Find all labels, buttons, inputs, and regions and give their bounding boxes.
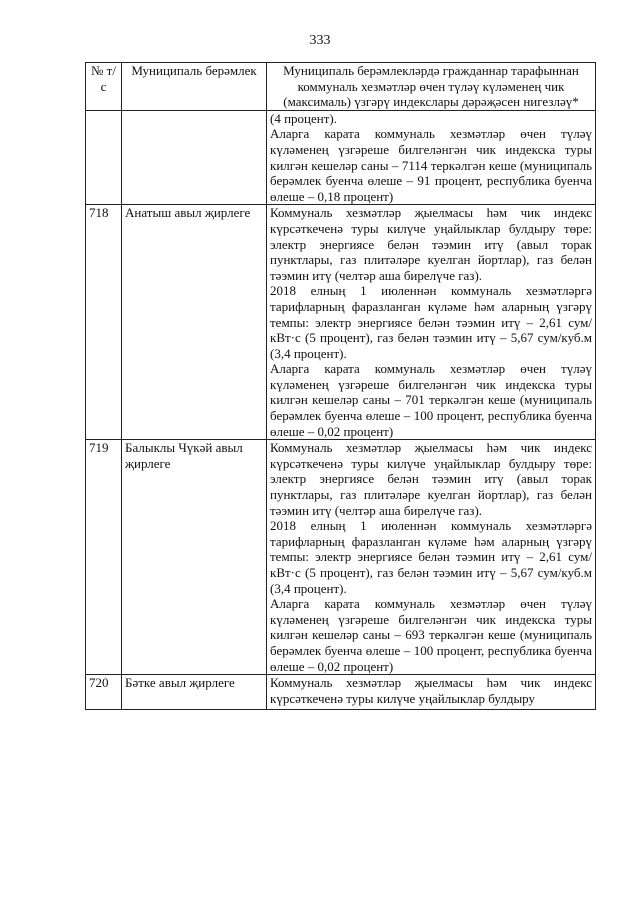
description-paragraph: 2018 елның 1 июленнән коммуналь хезмәтләргә тарифларның фаразланган күләме һәм аларның үзгәрү темпы: электр энергиясе белән тәэмин итү – 2,61 сум/кВт·с (5 процент), газ белән тәэмин итү – 5,67 сум/куб.м (3,4 процент). [270,283,592,361]
table-row [86,440,596,675]
table-row [86,675,596,710]
header-description: Муниципаль берәмлекләрдә гражданнар тарафыннан коммуналь хезмәтләр өчен түләү күләменең чик (максималь) үзгәрү индекслары дәрәҗәсен нигезләү* [267,63,596,111]
municipal-index-table [85,62,596,710]
cell-municipality [122,110,267,205]
truncated-description [270,675,592,706]
description-paragraph: 2018 елның 1 июленнән коммуналь хезмәтләргә тарифларның фаразланган күләме һәм аларның үзгәрү темпы: электр энергиясе белән тәэмин итү – 2,61 сум/кВт·с (5 процент), газ белән тәэмин итү – 5,67 сум/куб.м (3,4 процент). [270,518,592,596]
cell-municipality: Анатыш авыл җирлеге [122,205,267,440]
description-paragraph: Коммуналь хезмәтләр җыелмасы һәм чик индекс күрсәткеченә туры килүче уңайлыклар булдыру төре: электр энергиясе белән тәэмин итү (авыл торак пунктлары, газ плитәләре куелган йортлар), газ белән тәэмин итү (челтәр аша бирелүче газ). [270,205,592,283]
cell-description [267,440,596,675]
table-row [86,205,596,440]
cell-description [267,205,596,440]
table-header-row [86,63,596,111]
header-municipality: Муниципаль берәмлек [122,63,267,111]
description-paragraph: Коммуналь хезмәтләр җыелмасы һәм чик индекс күрсәткеченә туры килүче уңайлыклар булдыру төре: электр энергиясе белән тәэмин итү (авыл торак пунктлары, газ плитәләре куелган йортлар), газ белән тәэмин итү (челтәр аша бирелүче газ). [270,440,592,518]
table-row-continuation [86,110,596,205]
cell-municipality: Бәтке авыл җирлеге [122,675,267,710]
cell-num: 720 [86,675,122,710]
cell-description [267,675,596,710]
cell-num: 719 [86,440,122,675]
description-paragraph: Аларга карата коммуналь хезмәтләр өчен түләү күләменең үзгәреше билгеләнгән чик индекска туры килгән кешеләр саны – 693 теркәлгән кеше (муниципаль берәмлек буенча өлеше – 100 процент, республика буенча өлеше – 0,02 процент) [270,596,592,674]
page-number: 333 [309,33,331,48]
description-paragraph: (4 процент). [270,110,337,126]
description-paragraph: Коммуналь хезмәтләр җыелмасы һәм чик индекс күрсәткеченә туры килүче уңайлыклар булдыру [270,675,592,706]
description-paragraph: Аларга карата коммуналь хезмәтләр өчен түләү күләменең үзгәреше билгеләнгән чик индекска туры килгән кешеләр саны – 7114 теркәлгән кеше (муниципаль берәмлек буенча өлеше – 91 процент, республика буенча өлеше – 0,18 процент) [270,126,592,204]
header-num: № т/с [86,63,122,111]
description-paragraph: Аларга карата коммуналь хезмәтләр өчен түләү күләменең үзгәреше билгеләнгән чик индекска туры килгән кешеләр саны – 701 теркәлгән кеше (муниципаль берәмлек буенча өлеше – 100 процент, республика буенча өлеше – 0,02 процент) [270,361,592,439]
cell-description [267,110,596,205]
cell-municipality: Балыклы Чүкәй авыл җирлеге [122,440,267,675]
cell-num: 718 [86,205,122,440]
cell-num [86,110,122,205]
